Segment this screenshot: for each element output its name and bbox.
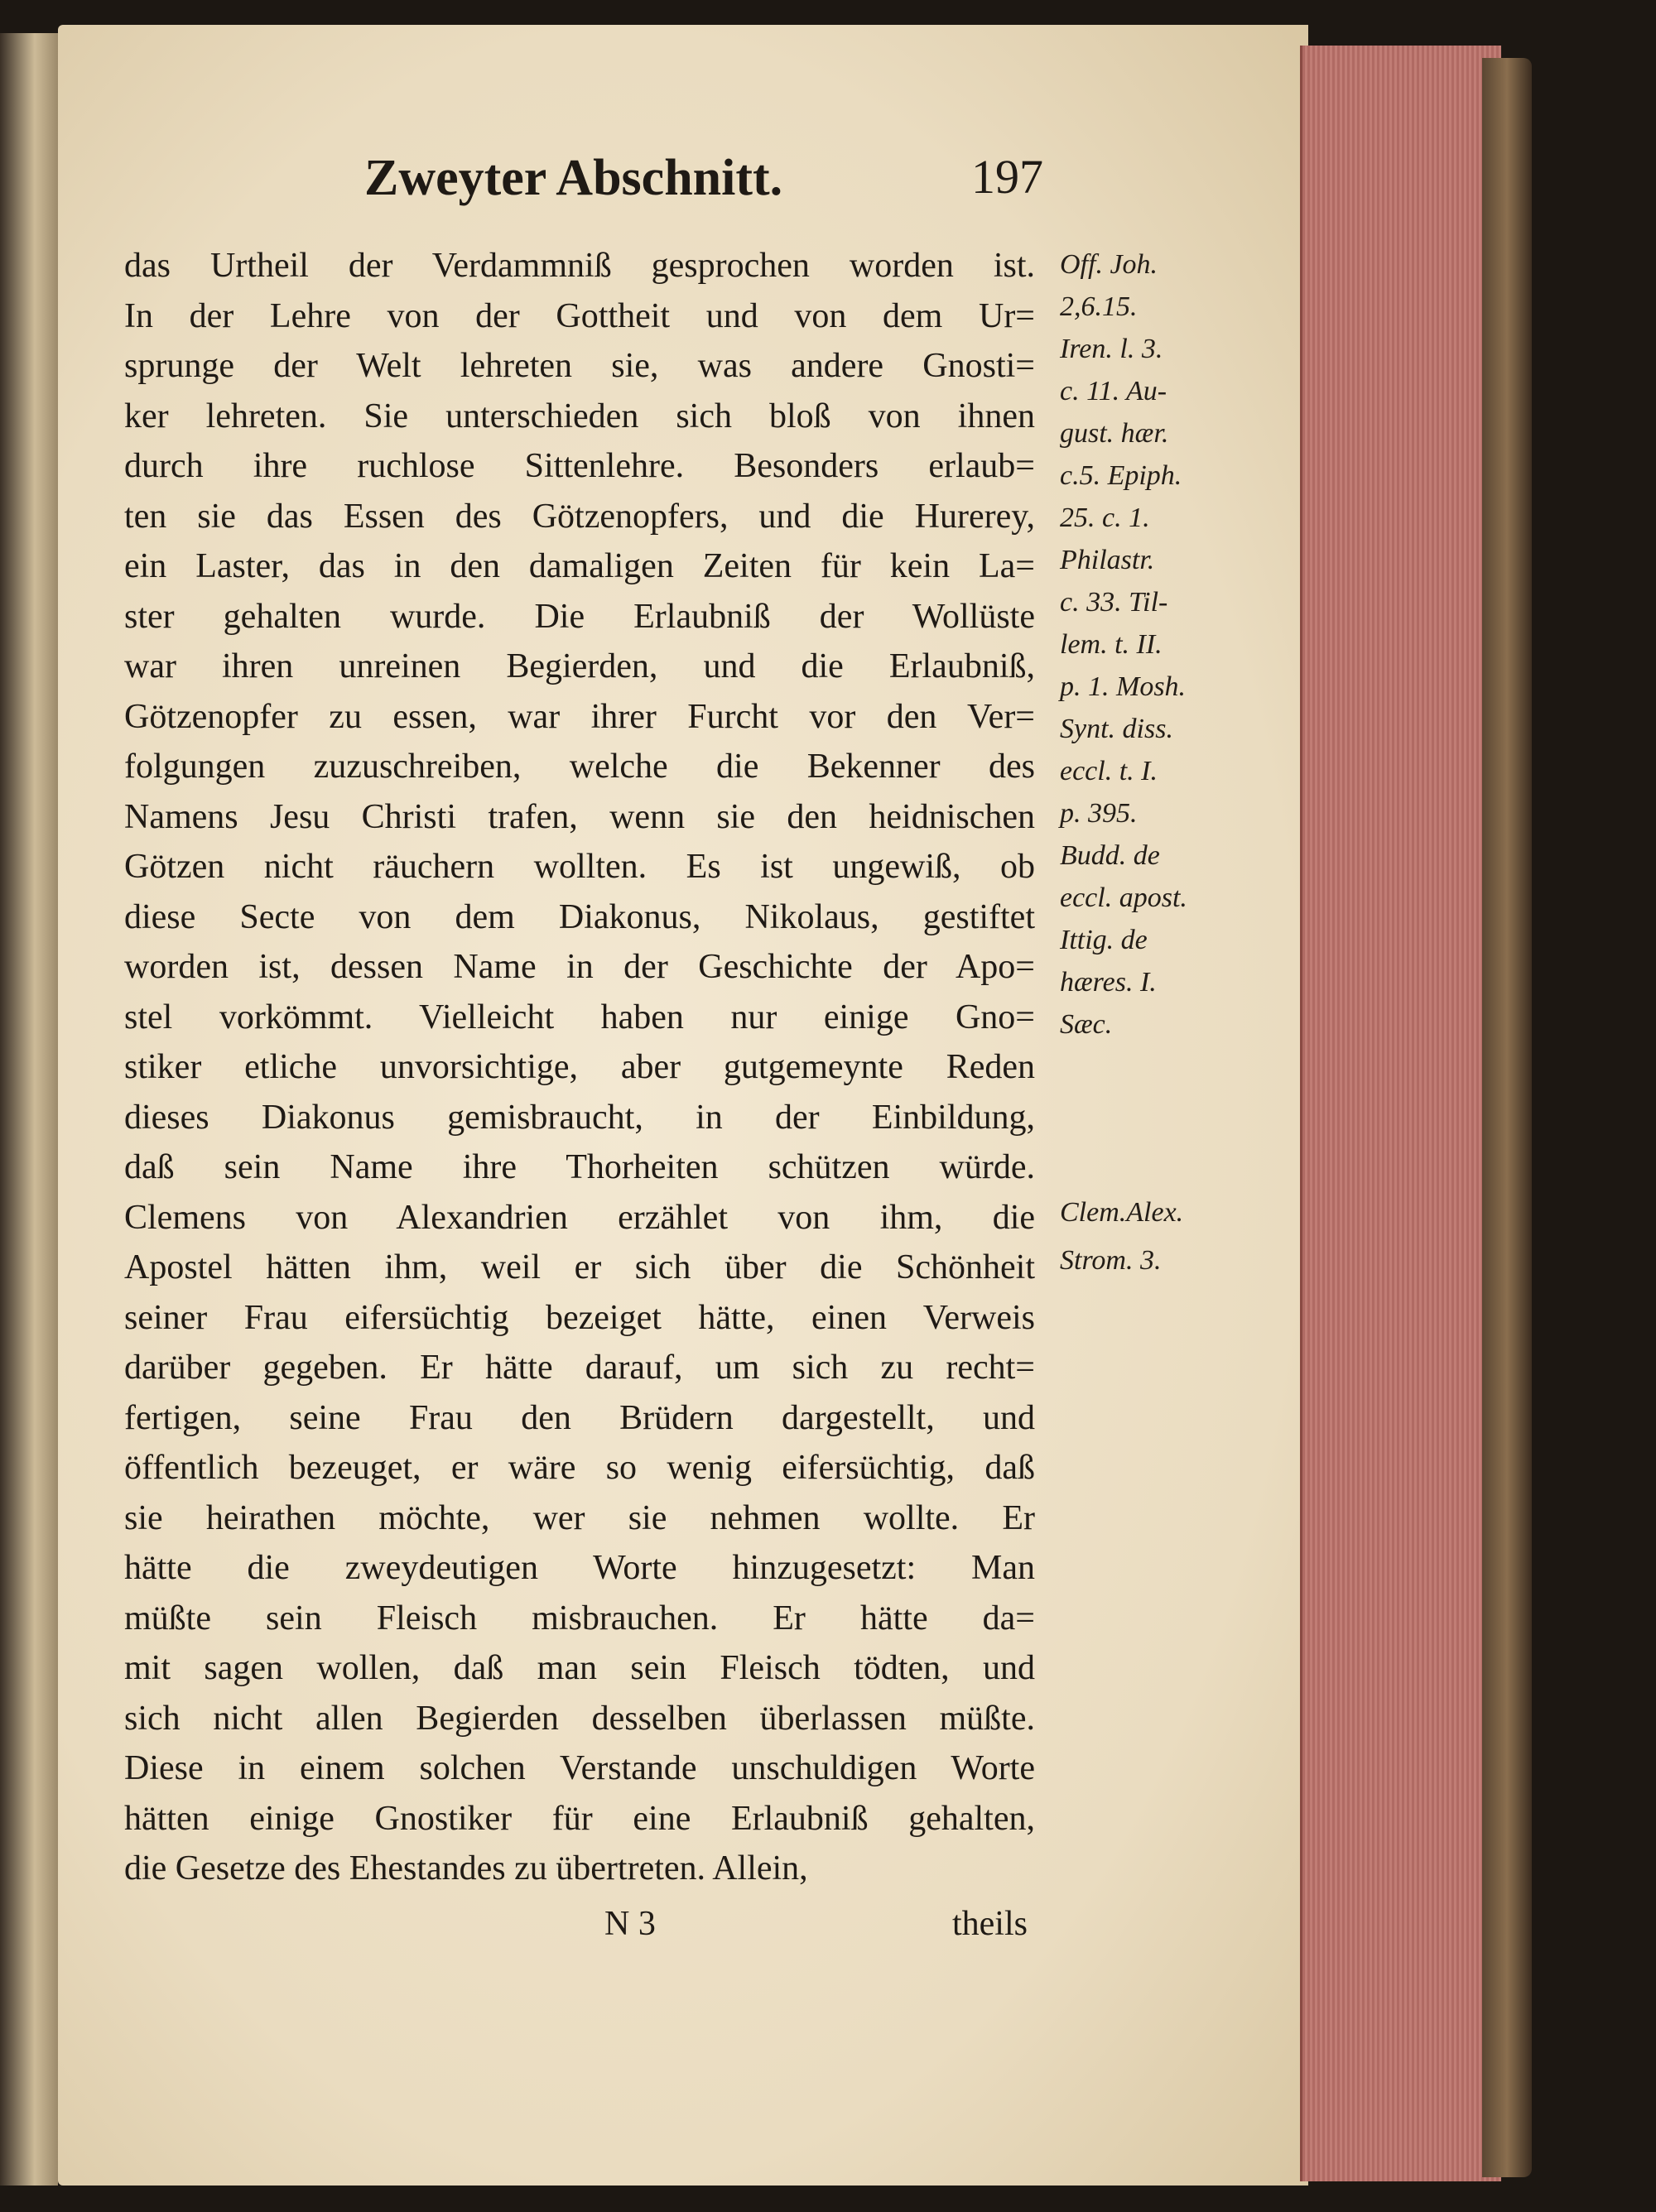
margin-note: Sæc. [1060, 1009, 1113, 1040]
text-line: Clemens von Alexandrien erzählet von ihm, die [124, 1198, 1035, 1237]
margin-note: eccl. apost. [1060, 882, 1187, 913]
facing-page-edge [0, 33, 58, 2186]
text-line: diese Secte von dem Diakonus, Nikolaus, gestiftet [124, 897, 1035, 936]
text-line: Diese in einem solchen Verstande unschuldigen Worte [124, 1749, 1035, 1787]
text-line: sie heirathen möchte, wer sie nehmen wollte. Er [124, 1498, 1035, 1537]
margin-note: 2,6.15. [1060, 291, 1138, 322]
text-line: dieses Diakonus gemisbraucht, in der Einbildung, [124, 1098, 1035, 1137]
running-header [132, 149, 1043, 215]
margin-note: p. 395. [1060, 798, 1138, 829]
margin-note: Off. Joh. [1060, 249, 1158, 280]
margin-note: eccl. t. I. [1060, 756, 1158, 786]
text-line: müßte sein Fleisch misbrauchen. Er hätte da= [124, 1599, 1035, 1637]
margin-note: Iren. l. 3. [1060, 334, 1163, 364]
text-line: seiner Frau eifersüchtig bezeiget hätte, einen Verweis [124, 1298, 1035, 1337]
margin-note: p. 1. Mosh. [1060, 671, 1187, 702]
text-line: ein Laster, das in den damaligen Zeiten für kein La= [124, 547, 1035, 585]
text-line: Götzenopfer zu essen, war ihrer Furcht vor den Ver= [124, 697, 1035, 736]
text-line: das Urtheil der Verdammniß gesprochen worden ist. [124, 247, 1035, 285]
margin-note: gust. hær. [1060, 418, 1169, 449]
book-cover-edge [1482, 58, 1532, 2177]
margin-note: c. 11. Au- [1060, 376, 1167, 406]
text-line: öffentlich bezeuget, er wäre so wenig eifersüchtig, daß [124, 1449, 1035, 1487]
text-line: stel vorkömmt. Vielleicht haben nur einige Gno= [124, 998, 1035, 1036]
text-line: sprunge der Welt lehreten sie, was andere Gnosti= [124, 347, 1035, 385]
margin-note: Ittig. de [1060, 925, 1148, 955]
text-line: die Gesetze des Ehestandes zu übertreten. Allein, [124, 1849, 808, 1887]
text-line: hätte die zweydeutigen Worte hinzugesetzt: Man [124, 1549, 1035, 1587]
signature-mark: N 3 [604, 1905, 656, 1943]
page-block-red-edge [1300, 46, 1501, 2181]
margin-note: c. 33. Til- [1060, 587, 1168, 618]
text-line: Namens Jesu Christi trafen, wenn sie den heidnischen [124, 797, 1035, 836]
page-number: 197 [971, 150, 1043, 204]
text-line: ten sie das Essen des Götzenopfers, und die Hurerey, [124, 497, 1035, 536]
text-line: sich nicht allen Begierden desselben überlassen müßte. [124, 1699, 1035, 1738]
text-line: Götzen nicht räuchern wollten. Es ist ungewiß, ob [124, 848, 1035, 886]
catchword: theils [952, 1905, 1028, 1943]
margin-note: Synt. diss. [1060, 714, 1173, 744]
text-line: folgungen zuzuschreiben, welche die Bekenner des [124, 748, 1035, 786]
margin-note: c.5. Epiph. [1060, 460, 1182, 491]
margin-note: 25. c. 1. [1060, 503, 1150, 533]
text-line: daß sein Name ihre Thorheiten schützen würde. [124, 1148, 1035, 1186]
text-line: fertigen, seine Frau den Brüdern dargestellt, und [124, 1398, 1035, 1437]
text-line: durch ihre ruchlose Sittenlehre. Besonders erlaub= [124, 447, 1035, 485]
margin-note: hæres. I. [1060, 967, 1157, 998]
text-line: darüber gegeben. Er hätte darauf, um sich zu recht= [124, 1349, 1035, 1387]
text-line: ker lehreten. Sie unterschieden sich bloß von ihnen [124, 397, 1035, 435]
margin-note: Clem.Alex. [1060, 1197, 1184, 1228]
text-line: Apostel hätten ihm, weil er sich über die Schönheit [124, 1248, 1035, 1286]
text-line: mit sagen wollen, daß man sein Fleisch tödten, und [124, 1649, 1035, 1687]
text-line: In der Lehre von der Gottheit und von dem Ur= [124, 296, 1035, 335]
margin-note: Strom. 3. [1060, 1245, 1162, 1276]
margin-note: lem. t. II. [1060, 629, 1163, 660]
section-title: Zweyter Abschnitt. [364, 150, 783, 206]
margin-note: Philastr. [1060, 545, 1155, 575]
text-line: war ihren unreinen Begierden, und die Erlaubniß, [124, 647, 1035, 685]
text-line: ster gehalten wurde. Die Erlaubniß der Wollüste [124, 597, 1035, 636]
text-line: stiker etliche unvorsichtige, aber gutgemeynte Reden [124, 1048, 1035, 1086]
text-line: worden ist, dessen Name in der Geschichte der Apo= [124, 948, 1035, 986]
text-line: hätten einige Gnostiker für eine Erlaubniß gehalten, [124, 1799, 1035, 1838]
margin-note: Budd. de [1060, 840, 1160, 871]
